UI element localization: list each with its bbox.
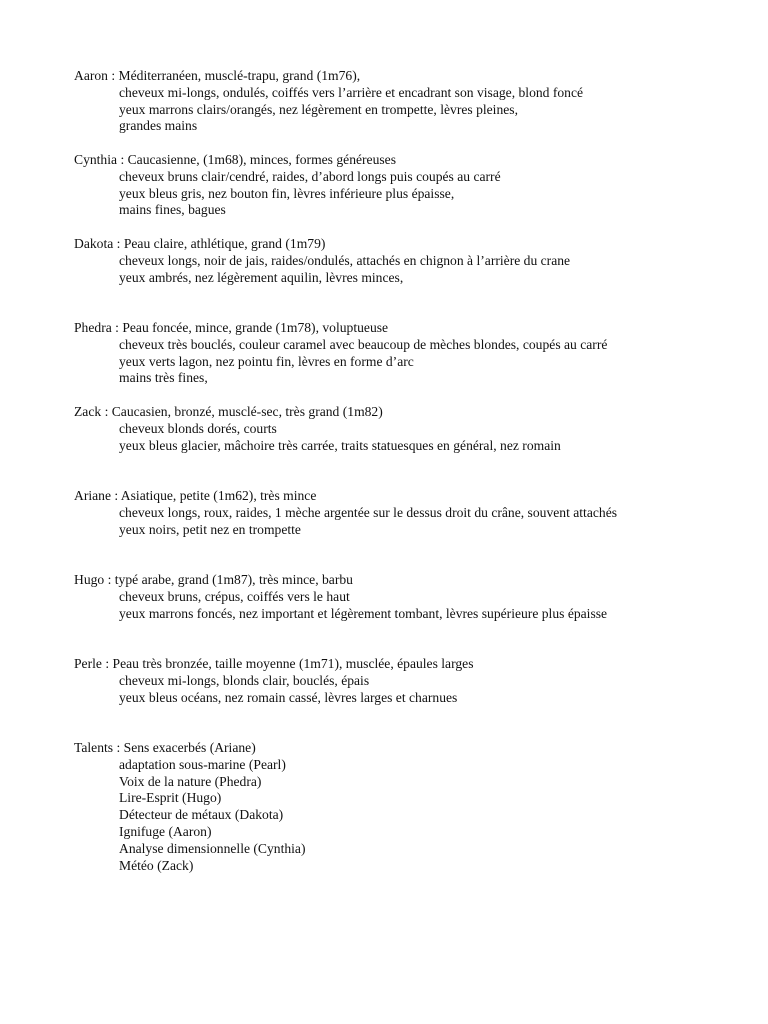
talent-item: adaptation sous-marine (Pearl) bbox=[119, 756, 286, 772]
character-heading: Cynthia : Caucasienne, (1m68), minces, formes généreuses bbox=[74, 152, 397, 167]
talent-item: Ignifuge (Aaron) bbox=[119, 823, 212, 839]
character-detail: cheveux bruns clair/cendré, raides, d’abord longs puis coupés au carré bbox=[119, 168, 501, 184]
talent-item: Détecteur de métaux (Dakota) bbox=[119, 807, 284, 823]
character-detail: grandes mains bbox=[119, 118, 198, 134]
character-detail: yeux bleus gris, nez bouton fin, lèvres inférieure plus épaisse, bbox=[119, 185, 455, 201]
character-detail: cheveux bruns, crépus, coiffés vers le haut bbox=[119, 588, 350, 604]
character-detail: yeux verts lagon, nez pointu fin, lèvres en forme d’arc bbox=[119, 353, 414, 369]
character-entry-aaron bbox=[74, 68, 734, 135]
talent-item: Météo (Zack) bbox=[119, 857, 194, 873]
character-entry-ariane bbox=[74, 488, 734, 538]
character-heading: Aaron : Méditerranéen, musclé-trapu, grand (1m76), bbox=[74, 68, 361, 83]
character-heading: Ariane : Asiatique, petite (1m62), très mince bbox=[74, 488, 317, 503]
character-detail: yeux marrons foncés, nez important et légèrement tombant, lèvres supérieure plus épaisse bbox=[119, 605, 608, 621]
character-detail: yeux noirs, petit nez en trompette bbox=[119, 521, 301, 537]
character-heading: Hugo : typé arabe, grand (1m87), très mince, barbu bbox=[74, 572, 353, 587]
character-heading: Dakota : Peau claire, athlétique, grand (1m79) bbox=[74, 236, 326, 251]
character-entry-perle bbox=[74, 656, 734, 706]
character-entry-hugo bbox=[74, 572, 734, 622]
character-detail: cheveux mi-longs, ondulés, coiffés vers l’arrière et encadrant son visage, blond foncé bbox=[119, 84, 584, 100]
talent-item: Analyse dimensionnelle (Cynthia) bbox=[119, 840, 306, 856]
character-detail: cheveux mi-longs, blonds clair, bouclés, épais bbox=[119, 672, 370, 688]
talent-item: Lire-Esprit (Hugo) bbox=[119, 790, 222, 806]
character-detail: yeux marrons clairs/orangés, nez légèrement en trompette, lèvres pleines, bbox=[119, 101, 518, 117]
character-detail: yeux bleus océans, nez romain cassé, lèvres larges et charnues bbox=[119, 689, 458, 705]
character-entry-zack bbox=[74, 404, 734, 454]
character-entry-cynthia bbox=[74, 152, 734, 219]
character-detail: cheveux blonds dorés, courts bbox=[119, 420, 277, 436]
character-detail: yeux bleus glacier, mâchoire très carrée, traits statuesques en général, nez romain bbox=[119, 437, 561, 453]
talent-item: Voix de la nature (Phedra) bbox=[119, 773, 262, 789]
character-detail: mains très fines, bbox=[119, 370, 208, 386]
character-detail: cheveux très bouclés, couleur caramel avec beaucoup de mèches blondes, coupés au carré bbox=[119, 336, 608, 352]
character-detail: yeux ambrés, nez légèrement aquilin, lèvres minces, bbox=[119, 269, 404, 285]
character-detail: cheveux longs, noir de jais, raides/ondulés, attachés en chignon à l’arrière du crane bbox=[119, 252, 571, 268]
talents-section bbox=[74, 740, 734, 874]
talents-heading: Talents : Sens exacerbés (Ariane) bbox=[74, 740, 256, 755]
character-heading: Phedra : Peau foncée, mince, grande (1m78), voluptueuse bbox=[74, 320, 389, 335]
character-heading: Perle : Peau très bronzée, taille moyenne (1m71), musclée, épaules larges bbox=[74, 656, 474, 671]
character-detail: mains fines, bagues bbox=[119, 202, 226, 218]
character-heading: Zack : Caucasien, bronzé, musclé-sec, très grand (1m82) bbox=[74, 404, 383, 419]
character-entry-dakota bbox=[74, 236, 734, 286]
character-detail: cheveux longs, roux, raides, 1 mèche argentée sur le dessus droit du crâne, souvent attachés bbox=[119, 504, 618, 520]
character-entry-phedra bbox=[74, 320, 734, 387]
